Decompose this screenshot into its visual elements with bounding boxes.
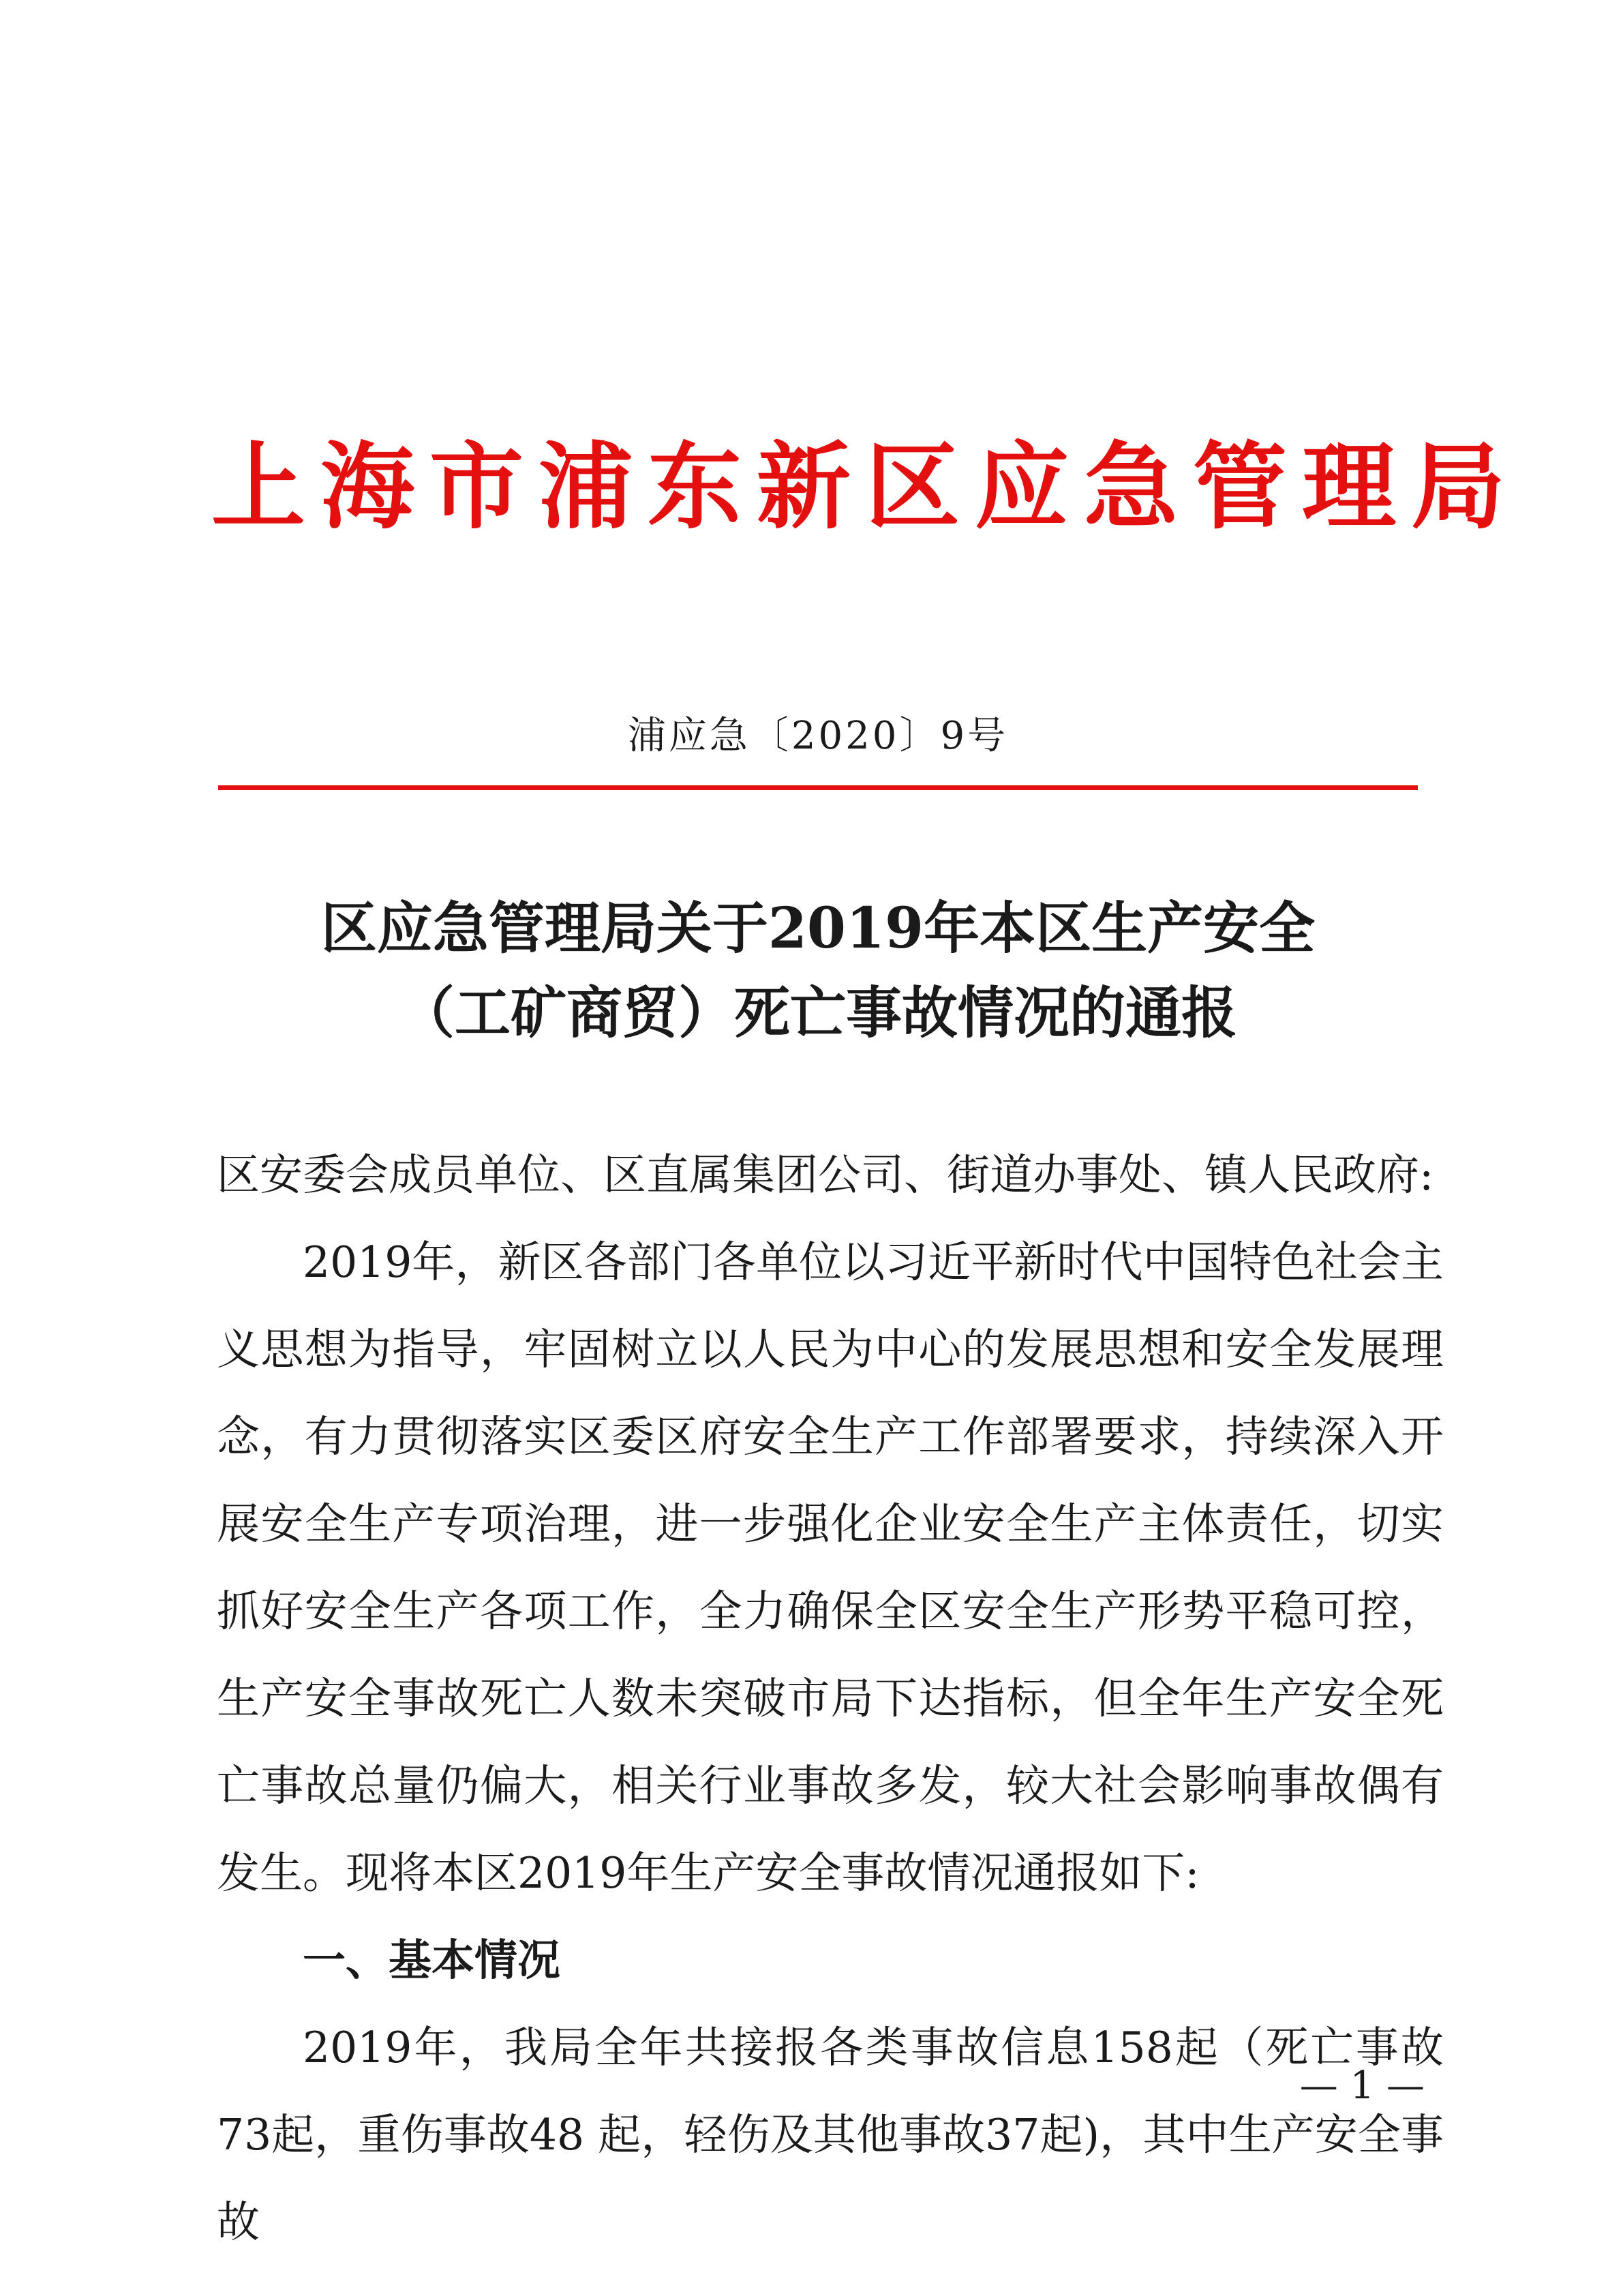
section-heading: 一、基本情况 [303, 1935, 560, 1985]
salutation: 区安委会成员单位、区直属集团公司、街道办事处、镇人民政府: [217, 1150, 1434, 1200]
masthead-title: 上海市浦东新区应急管理局 [211, 432, 1521, 542]
notice-title [211, 886, 1425, 1055]
body-paragraph: 2019年，我局全年共接报各类事故信息158起（死亡事故73起，重伤事故48 起，轻伤及其他事故37起)，其中生产安全事故 [217, 2023, 1444, 2247]
red-separator-line [218, 785, 1418, 790]
page-number: — 1 — [1299, 2064, 1425, 2108]
document-body [217, 1132, 1444, 2266]
notice-title-line-1: 区应急管理局关于2019年本区生产安全 [320, 896, 1316, 961]
notice-title-line-2: （工矿商贸）死亡事故情况的通报 [398, 980, 1237, 1046]
body-paragraph: 2019年，新区各部门各单位以习近平新时代中国特色社会主义思想为指导，牢固树立以人民为中心的发展思想和安全发展理念，有力贯彻落实区委区府安全生产工作部署要求，持续深入开展安全生产专项治理，进一步强化企业安全生产主体责任，切实抓好安全生产各项工作，全力确保全区安全生产形势平稳可控，生产安全事故死亡人数未突破市局下达指标，但全年生产安全死亡事故总量仍偏大，相关行业事故多发，较大社会影响事故偶有发生。现将本区2019年生产安全事故情况通报如下: [217, 1237, 1444, 1898]
document-number: 浦应急〔2020〕9号 [627, 714, 1009, 758]
